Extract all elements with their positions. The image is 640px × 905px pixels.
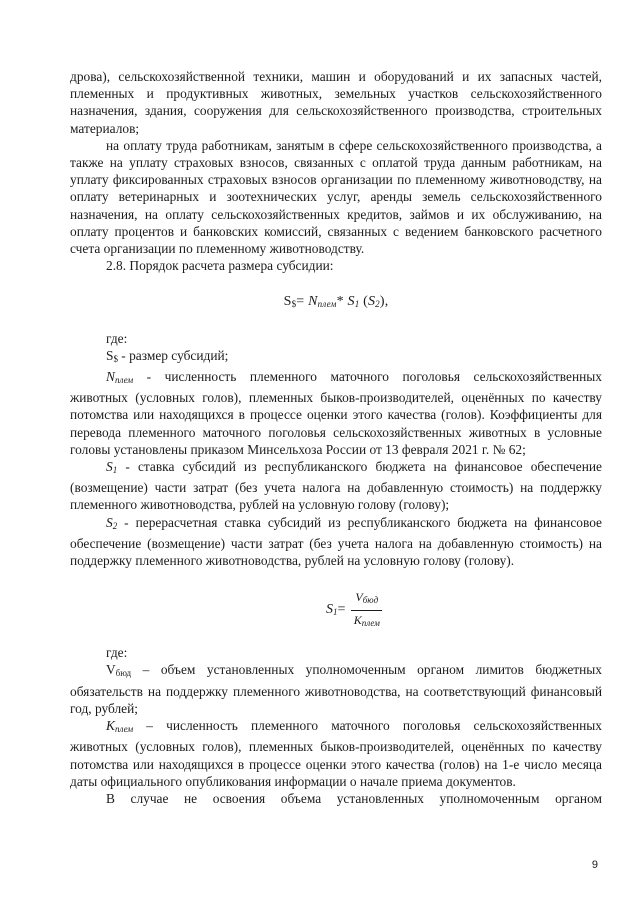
formula-multiply: * [336, 294, 348, 310]
denominator-symbol: K [353, 613, 362, 628]
def-s-text: - размер субсидий; [117, 347, 229, 363]
def-n-symbol: N [106, 369, 115, 385]
def-k-sub: плем [114, 724, 134, 735]
def-v-sub: бюд [115, 668, 132, 679]
fraction-denominator [354, 611, 380, 632]
definition-s1 [70, 458, 602, 514]
formula-sub-n: плем [317, 299, 337, 310]
def-s2-symbol: S [106, 514, 113, 530]
formula-equals: = [296, 294, 309, 310]
fraction-body [351, 589, 382, 632]
def-s-symbol: S [106, 347, 114, 363]
definition-v [70, 661, 602, 717]
def-s2-sub: 2 [112, 520, 118, 531]
formula-lhs-equals: = [337, 601, 346, 617]
where-label-1: где: [106, 330, 128, 346]
def-s1-text: - ставка субсидий из республиканского бюджета на финансовое обеспечение (возмещение) части затрат (без учета налога на добавленную стоимость) на поддержку племенного животноводства, рублей на условную голову (голову); [70, 459, 602, 513]
definition-s2 [70, 514, 602, 570]
paragraph-labor-payment: на оплату труда работникам, занятым в сфере сельскохозяйственного производства, а также на уплату страховых взносов, связанных с оплатой труда данным работникам, на уплату фиксированных страховых взносов организации по племенному животноводству, на оплату ветеринарных и зоотехнических услуг, аренды земель сельскохозяйственного назначения, на оплату сельскохозяйственных кредитов, займов и их обслуживанию, на оплату процентов и банковских комиссий, связанных с ведением банковского расчетного счета организации по племенному животноводству. [70, 137, 602, 257]
def-n-sub: плем [114, 375, 134, 386]
document-body [70, 68, 602, 807]
paragraph-section-2-8: 2.8. Порядок расчета размера субсидии: [106, 258, 334, 274]
formula-symbol-n: N [308, 294, 318, 310]
formula-sub-s1: 1 [354, 299, 360, 310]
paragraph-non-use: В случае не освоения объема установленных уполномоченным органом [106, 790, 602, 806]
def-v-symbol: V [106, 662, 116, 678]
formula-symbol-s: S [283, 294, 292, 310]
def-k-text: – численность племенного маточного поголовья сельскохозяйственных животных (условных голов), племенных быков-производителей, оценённых по качеству потомства или находящихся в процессе оценки этого качества (голов) на 1-е число месяца даты официального опубликования информации о начале приема документов. [70, 718, 602, 789]
numerator-symbol: V [355, 590, 363, 605]
formula-sub-s2: 2 [375, 299, 380, 310]
def-s1-sub: 1 [112, 465, 118, 476]
fraction-numerator [351, 589, 382, 611]
def-n-text: - численность племенного маточного поголовья сельскохозяйственных животных (условных голов), племенных быков-производителей, оценённых по качеству потомства или находящихся в процессе оценки этого качества (голов). Коэффициенты для перевода племенного маточного поголовья сельскохозяйственных животных в условные головы установлены приказом Минсельхоза России от 13 февраля 2021 г. № 62; [70, 369, 602, 457]
formula-paren-close: ), [379, 294, 389, 310]
paragraph-purchase-list: дрова), сельскохозяйственной техники, машин и оборудований и их запасных частей, племенных и продуктивных животных, земельных участков сельскохозяйственного назначения, здания, сооружения для сельскохозяйственного производства, строительных материалов; [70, 69, 602, 136]
def-k-symbol: K [106, 718, 115, 734]
formula-paren-open: ( [359, 294, 368, 310]
formula-subsidy-size [70, 293, 602, 313]
definition-k [70, 717, 602, 790]
formula-lhs-symbol: S [326, 601, 333, 617]
formula-fraction [326, 589, 382, 632]
formula-symbol-s1: S [347, 294, 355, 310]
where-label-2: где: [106, 645, 128, 661]
def-s2-text: - перерасчетная ставка субсидий из республиканского бюджета на финансовое обеспечение (возмещение) части затрат (без учета налога на добавленную стоимость) на поддержку племенного животноводства, рублей на условную голову (голову). [70, 514, 602, 569]
formula-symbol-s2: S [367, 294, 376, 310]
def-s1-symbol: S [106, 459, 113, 475]
formula-lhs [326, 601, 345, 621]
formula-sub-s: $ [291, 299, 297, 310]
def-s-sub: $ [113, 353, 118, 364]
def-v-text: – объем установленных уполномоченным органом лимитов бюджетных обязательств на поддержку племенного животноводства, на соответствующий финансовый год, рублей; [70, 662, 602, 716]
definition-s [70, 347, 602, 368]
formula-lhs-sub: 1 [333, 606, 338, 617]
definition-n [70, 368, 602, 458]
numerator-sub: бюд [362, 595, 379, 606]
denominator-sub: плем [361, 618, 380, 629]
formula-subsidy-rate [70, 589, 602, 627]
page-number: 9 [591, 859, 598, 871]
